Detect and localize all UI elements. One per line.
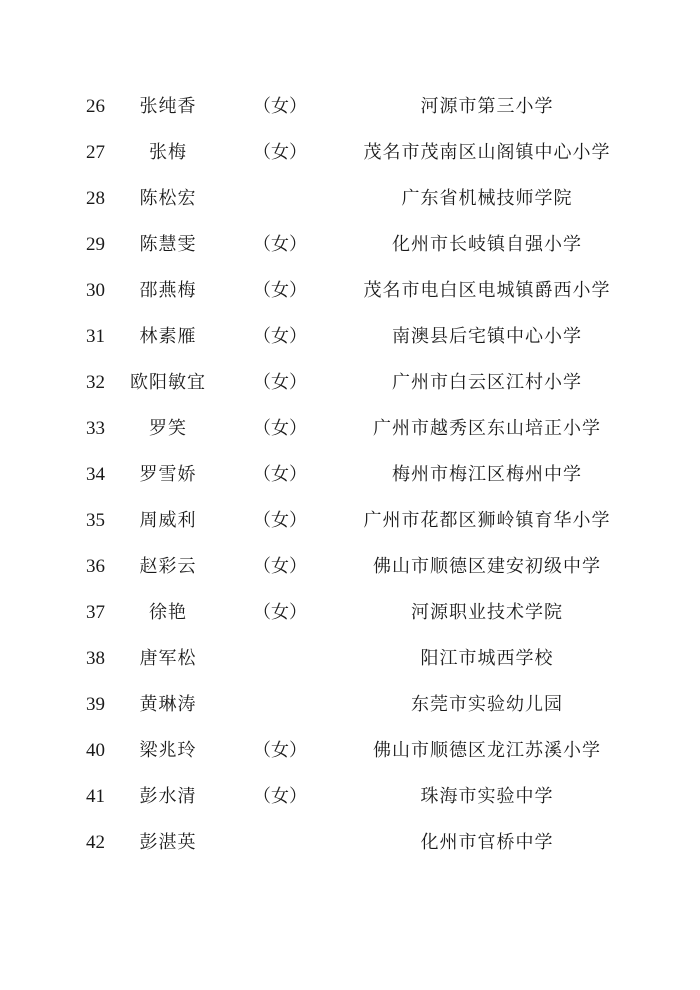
item-number: 36 (86, 556, 105, 577)
school-name: 化州市长岐镇自强小学 (392, 234, 582, 255)
school-name: 佛山市顺德区龙江苏溪小学 (373, 740, 601, 761)
list-item (0, 544, 700, 590)
item-number: 38 (86, 648, 105, 669)
list-item (0, 682, 700, 728)
item-number: 41 (86, 786, 105, 807)
gender-note: （女） (253, 96, 307, 117)
school-name: 广东省机械技师学院 (401, 188, 573, 209)
school-name: 河源职业技术学院 (411, 602, 563, 623)
school-name: 广州市越秀区东山培正小学 (373, 418, 601, 439)
school-name: 化州市官桥中学 (420, 832, 554, 853)
gender-note: （女） (253, 418, 307, 439)
name-list (0, 84, 700, 866)
person-name: 陈慧雯 (139, 234, 197, 255)
list-item (0, 820, 700, 866)
list-item (0, 498, 700, 544)
gender-note: （女） (253, 740, 307, 761)
item-number: 34 (86, 464, 105, 485)
gender-note: （女） (253, 510, 307, 531)
school-name: 广州市白云区江村小学 (392, 372, 582, 393)
list-item (0, 84, 700, 130)
school-name: 茂名市电白区电城镇爵西小学 (363, 280, 611, 301)
gender-note: （女） (253, 234, 307, 255)
person-name: 张纯香 (139, 96, 197, 117)
item-number: 29 (86, 234, 105, 255)
item-number: 35 (86, 510, 105, 531)
school-name: 茂名市茂南区山阁镇中心小学 (363, 142, 611, 163)
item-number: 33 (86, 418, 105, 439)
list-item (0, 130, 700, 176)
item-number: 42 (86, 832, 105, 853)
gender-note: （女） (253, 326, 307, 347)
person-name: 彭湛英 (139, 832, 197, 853)
person-name: 林素雁 (139, 326, 197, 347)
gender-note: （女） (253, 464, 307, 485)
item-number: 27 (86, 142, 105, 163)
school-name: 珠海市实验中学 (420, 786, 554, 807)
item-number: 30 (86, 280, 105, 301)
person-name: 陈松宏 (139, 188, 197, 209)
list-item (0, 406, 700, 452)
gender-note: （女） (253, 142, 307, 163)
item-number: 28 (86, 188, 105, 209)
list-item (0, 774, 700, 820)
gender-note: （女） (253, 280, 307, 301)
person-name: 邵燕梅 (139, 280, 197, 301)
person-name: 罗雪娇 (139, 464, 197, 485)
item-number: 32 (86, 372, 105, 393)
list-item (0, 176, 700, 222)
person-name: 黄琳涛 (139, 694, 197, 715)
item-number: 39 (86, 694, 105, 715)
list-item (0, 452, 700, 498)
person-name: 徐艳 (149, 602, 187, 623)
item-number: 31 (86, 326, 105, 347)
gender-note: （女） (253, 786, 307, 807)
school-name: 南澳县后宅镇中心小学 (392, 326, 582, 347)
list-item (0, 268, 700, 314)
item-number: 37 (86, 602, 105, 623)
person-name: 彭水清 (139, 786, 197, 807)
list-item (0, 590, 700, 636)
person-name: 欧阳敏宜 (130, 372, 206, 393)
list-item (0, 222, 700, 268)
person-name: 张梅 (149, 142, 187, 163)
list-item (0, 360, 700, 406)
gender-note: （女） (253, 372, 307, 393)
gender-note: （女） (253, 602, 307, 623)
person-name: 周威利 (139, 510, 197, 531)
gender-note: （女） (253, 556, 307, 577)
list-item (0, 314, 700, 360)
item-number: 26 (86, 96, 105, 117)
school-name: 梅州市梅江区梅州中学 (392, 464, 582, 485)
school-name: 佛山市顺德区建安初级中学 (373, 556, 601, 577)
list-item (0, 636, 700, 682)
school-name: 广州市花都区狮岭镇育华小学 (363, 510, 611, 531)
school-name: 河源市第三小学 (420, 96, 554, 117)
person-name: 赵彩云 (139, 556, 197, 577)
person-name: 罗笑 (149, 418, 187, 439)
school-name: 阳江市城西学校 (420, 648, 554, 669)
list-item (0, 728, 700, 774)
person-name: 唐军松 (139, 648, 197, 669)
school-name: 东莞市实验幼儿园 (411, 694, 563, 715)
item-number: 40 (86, 740, 105, 761)
person-name: 梁兆玲 (139, 740, 197, 761)
